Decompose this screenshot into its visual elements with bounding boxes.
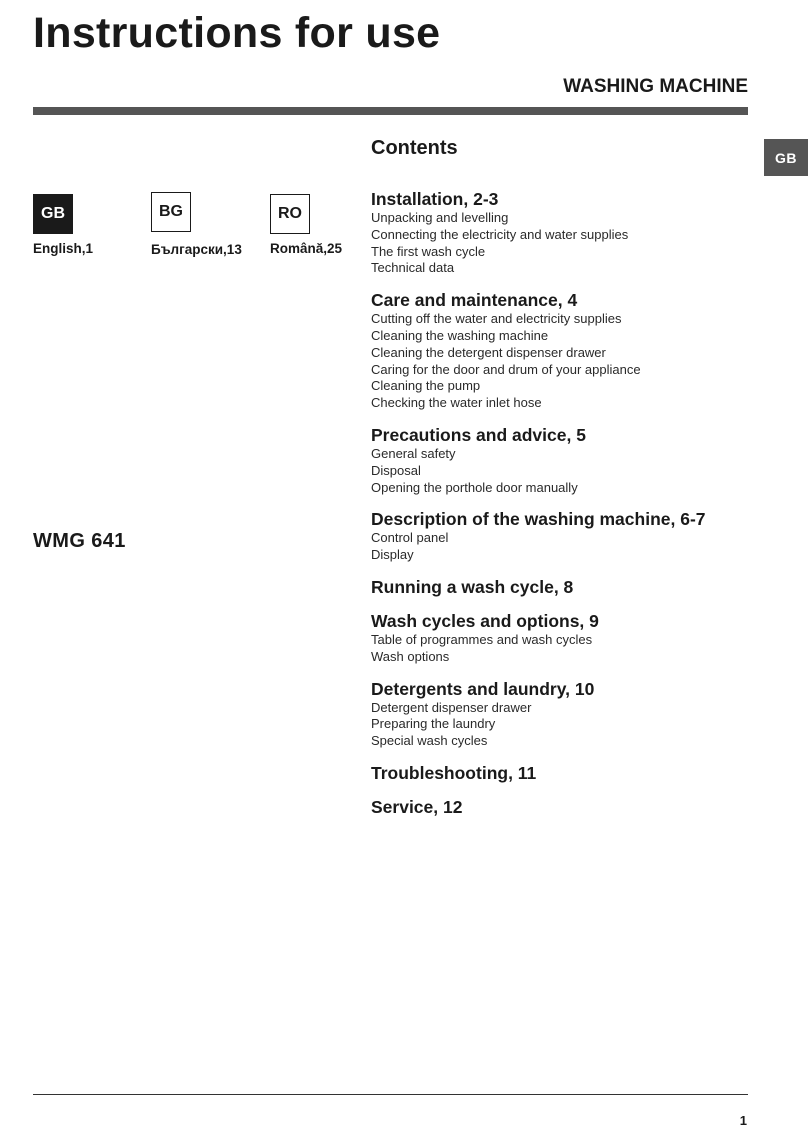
toc-item[interactable]: Technical data: [371, 260, 455, 276]
toc-section: [371, 189, 751, 277]
language-gb[interactable]: [33, 194, 93, 256]
toc-item[interactable]: Cleaning the washing machine: [371, 327, 549, 343]
toc-section-title[interactable]: Troubleshooting, 11: [371, 762, 537, 783]
language-ro[interactable]: [270, 194, 342, 256]
toc-item[interactable]: Wash options: [371, 648, 450, 664]
toc-item[interactable]: Cutting off the water and electricity supplies: [371, 311, 622, 327]
footer-divider: [33, 1094, 748, 1095]
toc-item[interactable]: The first wash cycle: [371, 243, 486, 259]
toc-section: [371, 577, 751, 598]
toc-section: [371, 797, 751, 818]
table-of-contents: [371, 189, 751, 831]
toc-item[interactable]: Checking the water inlet hose: [371, 395, 542, 411]
language-label-bg: Български,13: [151, 242, 242, 257]
toc-item[interactable]: Caring for the door and drum of your appliance: [371, 361, 641, 377]
toc-item-list: [371, 311, 751, 412]
toc-item-list: [371, 530, 751, 564]
toc-item[interactable]: Detergent dispenser drawer: [371, 699, 532, 715]
toc-item[interactable]: General safety: [371, 445, 456, 461]
toc-section-title[interactable]: Service, 12: [371, 796, 463, 817]
toc-section-title[interactable]: Detergents and laundry, 10: [371, 678, 595, 699]
language-side-tab: GB: [764, 139, 808, 176]
toc-section-title[interactable]: Running a wash cycle, 8: [371, 576, 574, 597]
toc-item[interactable]: Cleaning the pump: [371, 378, 481, 394]
toc-item[interactable]: Cleaning the detergent dispenser drawer: [371, 344, 606, 360]
toc-section: [371, 290, 751, 412]
page-title: Instructions for use: [33, 9, 441, 57]
toc-section-title[interactable]: Precautions and advice, 5: [371, 424, 586, 445]
toc-item[interactable]: Control panel: [371, 530, 449, 546]
toc-section: [371, 509, 751, 564]
toc-item[interactable]: Special wash cycles: [371, 733, 488, 749]
language-bg[interactable]: [151, 192, 242, 257]
toc-item[interactable]: Preparing the laundry: [371, 716, 496, 732]
toc-section: [371, 611, 751, 666]
language-label-ro: Română,25: [270, 241, 343, 256]
toc-item[interactable]: Opening the porthole door manually: [371, 479, 578, 495]
toc-section-title[interactable]: Wash cycles and options, 9: [371, 610, 599, 631]
language-badge-ro: RO: [270, 194, 310, 234]
header-divider: [33, 107, 748, 115]
toc-item[interactable]: Unpacking and levelling: [371, 210, 509, 225]
toc-item-list: [371, 210, 751, 277]
toc-item-list: [371, 446, 751, 496]
toc-section-title[interactable]: Installation, 2-3: [371, 189, 499, 209]
toc-section: [371, 763, 751, 784]
toc-section-title[interactable]: Description of the washing machine, 6-7: [371, 509, 706, 530]
toc-item[interactable]: Disposal: [371, 462, 421, 478]
toc-section: [371, 679, 751, 750]
product-type: WASHING MACHINE: [563, 76, 748, 97]
language-label-gb: English,1: [33, 241, 94, 256]
toc-item-list: [371, 700, 751, 750]
toc-item[interactable]: Display: [371, 547, 414, 563]
toc-section-title[interactable]: Care and maintenance, 4: [371, 290, 578, 311]
toc-item[interactable]: Table of programmes and wash cycles: [371, 631, 593, 647]
toc-section: [371, 425, 751, 496]
page-number: 1: [739, 1113, 747, 1128]
toc-item-list: [371, 632, 751, 666]
language-badge-gb: GB: [33, 194, 73, 234]
language-badge-bg: BG: [151, 192, 191, 232]
model-number: WMG 641: [33, 530, 126, 552]
toc-item[interactable]: Connecting the electricity and water supplies: [371, 226, 629, 242]
contents-heading: Contents: [371, 137, 458, 159]
